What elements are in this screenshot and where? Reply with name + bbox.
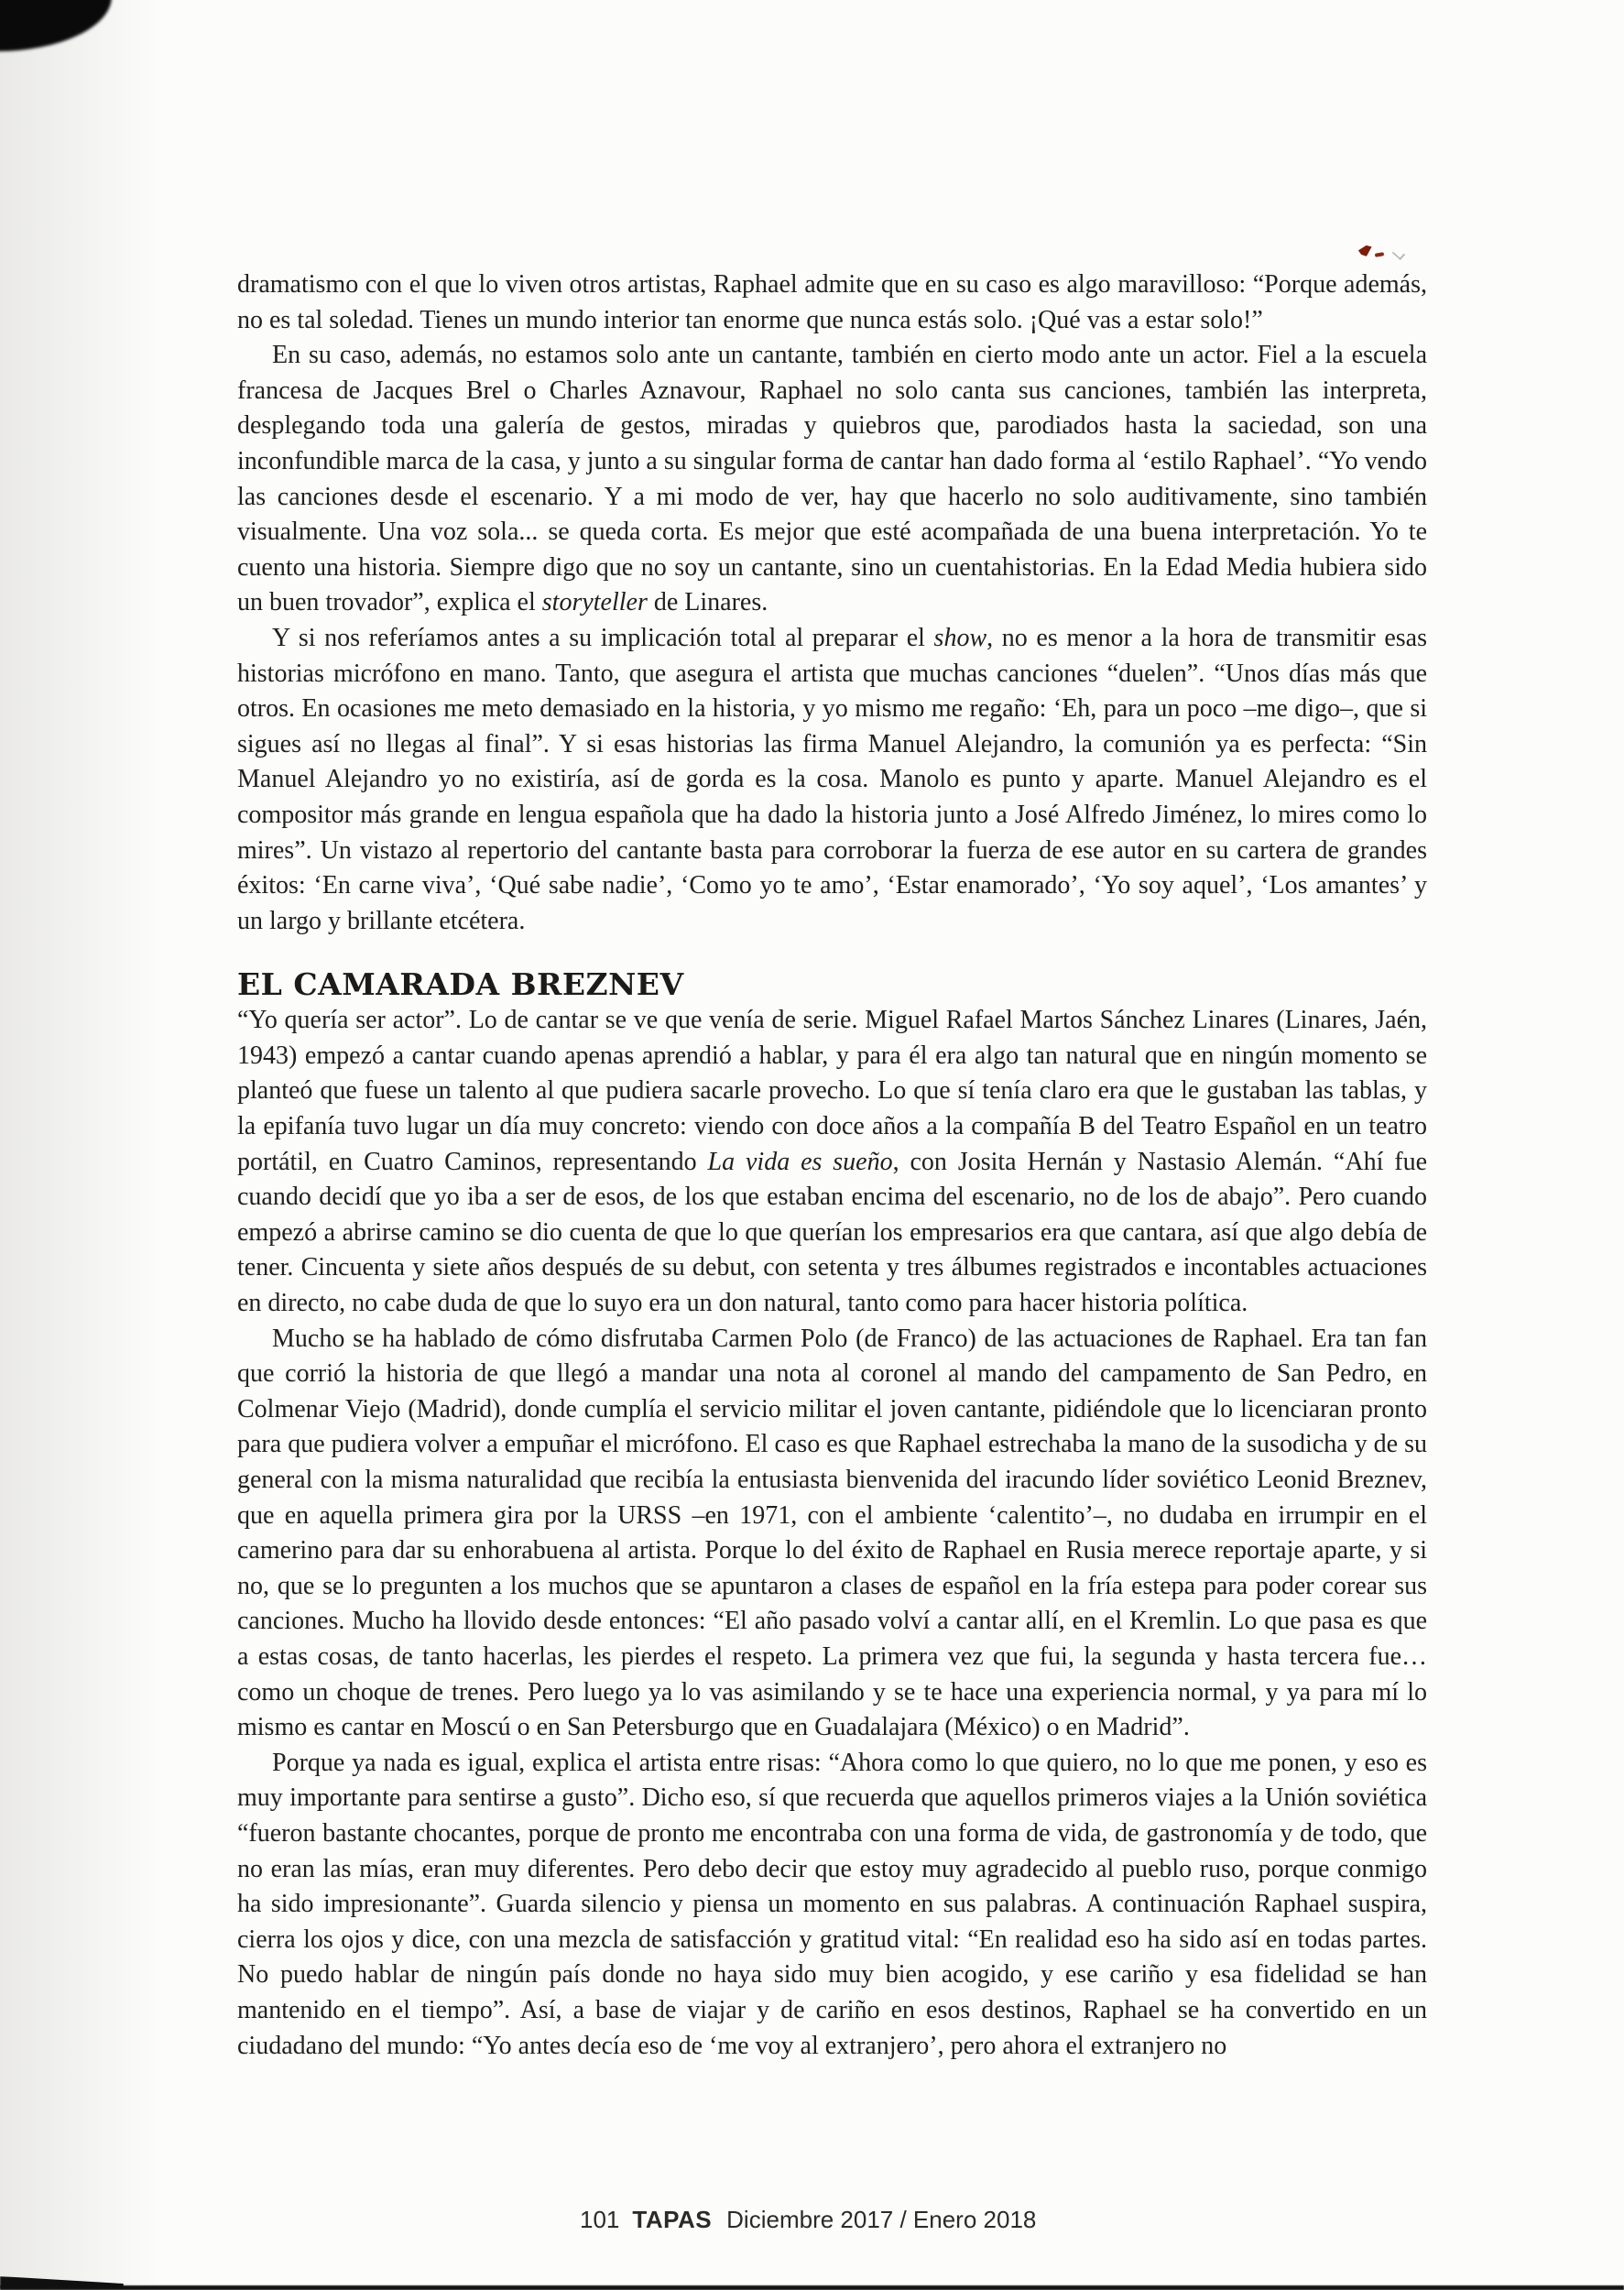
- text-segment: Mucho se ha hablado de cómo disfrutaba Carmen Polo (de Franco) de las actuaciones de Raphael. Era tan fan que corrió la historia de que llegó a mandar una nota al coronel al mando del campamento de San Pedro, en Colmenar Viejo (Madrid), donde cumplía el servicio militar el joven cantante, pidiéndole que lo licenciaran pronto para que pudiera volver a empuñar el micrófono. El caso es que Raphael estrechaba la mano de la susodicha y de su general con la misma naturalidad que recibía la entusiasta bienvenida del iracundo líder soviético Leonid Breznev, que en aquella primera gira por la URSS –en 1971, con el ambiente ‘calentito’–, no dudaba en irrumpir en el camerino para dar su enhorabuena al artista. Porque lo del éxito de Raphael en Rusia merece reportaje aparte, y si no, que se lo pregunten a los muchos que se apuntaron a clases de español en la fría estepa para poder corear sus canciones. Mucho ha llovido desde entonces: “El año pasado volví a cantar allí, en el Kremlin. Lo que pasa es que a estas cosas, de tanto hacerlas, les pierdes el respeto. La primera vez que fui, la segunda y hasta tercera fue… como un choque de trenes. Pero luego ya lo vas asimilando y se te hace una experiencia normal, y ya para mí lo mismo es cantar en Moscú o en San Petersburgo que en Guadalajara (México) o en Madrid”.: [237, 1324, 1427, 1742]
- text-segment: Y si nos referíamos antes a su implicación total al preparar el: [272, 623, 934, 652]
- text-segment: de Linares.: [647, 588, 768, 617]
- text-segment: dramatismo con el que lo viven otros artistas, Raphael admite que en su caso es algo maravilloso: “Porque además, no es tal soledad. Tienes un mundo interior tan enorme que nunca estás solo. ¡Qué vas a estar solo!”: [237, 270, 1427, 334]
- text-segment: “Yo quería ser actor”. Lo de cantar se ve que venía de serie. Miguel Rafael Martos Sánchez Linares (Linares, Jaén, 1943) empezó a cantar cuando apenas aprendió a hablar, y para él era algo tan natural que en ningún momento se planteó que fuese un talento al que pudiera sacarle provecho. Lo que sí tenía claro era que le gustaban las tablas, y la epifanía tuvo lugar un día muy concreto: viendo con doce años a la compañía B del Teatro Español en un teatro portátil, en Cuatro Caminos, representando: [237, 1006, 1427, 1176]
- section-heading: EL CAMARADA BREZNEV: [237, 966, 684, 1003]
- text-segment: , con Josita Hernán y Nastasio Alemán. “Ahí fue cuando decidí que yo iba a ser de esos, de los que estaban encima del escenario, no de los de abajo”. Pero cuando empezó a abrirse camino se dio cuenta de que lo que querían los empresarios era que cantara, así que algo debía de tener. Cincuenta y siete años después de su debut, con setenta y tres álbumes registrados e incontables actuaciones en directo, no cabe duda de que lo suyo era un don natural, tanto como para hacer historia política.: [237, 1147, 1427, 1318]
- text-segment: En su caso, además, no estamos solo ante un cantante, también en cierto modo ante un actor. Fiel a la escuela francesa de Jacques Brel o Charles Aznavour, Raphael no solo canta sus canciones, también las interpreta, desplegando toda una galería de gestos, miradas y quiebros que, parodiados hasta la saciedad, son una inconfundible marca de la casa, y junto a su singular forma de cantar han dado forma al ‘estilo Raphael’. “Yo vendo las canciones desde el escenario. Y a mi modo de ver, hay que hacerlo no solo auditivamente, sino también visualmente. Una voz sola... se queda corta. Es mejor que esté acompañada de una buena interpretación. Yo te cuento una historia. Siempre digo que no soy un cantante, sino un cuentahistorias. En la Edad Media hubiera sido un buen trovador”, explica el: [237, 341, 1427, 617]
- scan-artifact-top-left-corner: [0, 0, 112, 51]
- scan-artifact-bottom-left-corner: [0, 2276, 124, 2288]
- body-paragraph: [237, 1322, 1427, 1746]
- page-footer: [580, 2205, 1036, 2234]
- pencil-tick-icon: [1392, 247, 1405, 260]
- text-segment: Porque ya nada es igual, explica el artista entre risas: “Ahora como lo que quiero, no lo que me ponen, y eso es muy importante para sentirse a gusto”. Dicho eso, sí que recuerda que aquellos primeros viajes a la Unión soviética “fueron bastante chocantes, porque de pronto me encontraba con una forma de vida, de gastronomía y de todo, que no eran las mías, eran muy diferentes. Pero debo decir que estoy muy agradecido al pueblo ruso, porque conmigo ha sido impresionante”. Guarda silencio y piensa un momento en sus palabras. A continuación Raphael suspira, cierra los ojos y dice, con una mezcla de satisfacción y gratitud vital: “En realidad eso ha sido así en todas partes. No puedo hablar de ningún país donde no haya sido muy bien acogido, y ese cariño y esa fidelidad se han mantenido en el tiempo”. Así, a base de viajar y de cariño en esos destinos, Raphael se ha convertido en un ciudadano del mundo: “Yo antes decía eso de ‘me voy al extranjero’, pero ahora el extranjero no: [237, 1748, 1427, 2060]
- red-ink-arrow-icon: [1357, 245, 1372, 257]
- italic-text-segment: show: [933, 623, 987, 652]
- red-ink-dash-icon: [1375, 252, 1385, 257]
- scan-artifact-left-shade: [0, 0, 160, 2290]
- text-segment: , no es menor a la hora de transmitir esas historias micrófono en mano. Tanto, que asegura el artista que muchas canciones “duelen”. “Unos días más que otros. En ocasiones me meto demasiado en la historia, y yo mismo me regaño: ‘Eh, para un poco –me digo–, que si sigues así no llegas al final”. Y si esas historias las firma Manuel Alejandro, la comunión ya es perfecta: “Sin Manuel Alejandro yo no existiría, así de gorda es la cosa. Manolo es punto y aparte. Manuel Alejandro es el compositor más grande en lengua española que ha dado la historia junto a José Alfredo Jiménez, lo mires como lo mires”. Un vistazo al repertorio del cantante basta para corroborar la fuerza de ese autor en su cartera de grandes éxitos: ‘En carne viva’, ‘Qué sabe nadie’, ‘Como yo te amo’, ‘Estar enamorado’, ‘Yo soy aquel’, ‘Los amantes’ y un largo y brillante etcétera.: [237, 623, 1428, 935]
- magazine-name: TAPAS: [632, 2206, 713, 2233]
- body-paragraph: [237, 1003, 1427, 1321]
- body-paragraph: [237, 267, 1427, 338]
- article-text-column: [237, 267, 1427, 2064]
- page-number: 101: [580, 2206, 620, 2233]
- issue-date: Diciembre 2017 / Enero 2018: [726, 2206, 1037, 2233]
- body-paragraph: [237, 338, 1427, 621]
- italic-text-segment: storyteller: [541, 588, 648, 617]
- italic-text-segment: La vida es sueño: [707, 1147, 893, 1176]
- scan-artifact-bottom-edge: [0, 2285, 1624, 2290]
- body-paragraph: [237, 621, 1427, 939]
- body-paragraph: [237, 1746, 1427, 2064]
- red-ink-marks: [1358, 244, 1413, 264]
